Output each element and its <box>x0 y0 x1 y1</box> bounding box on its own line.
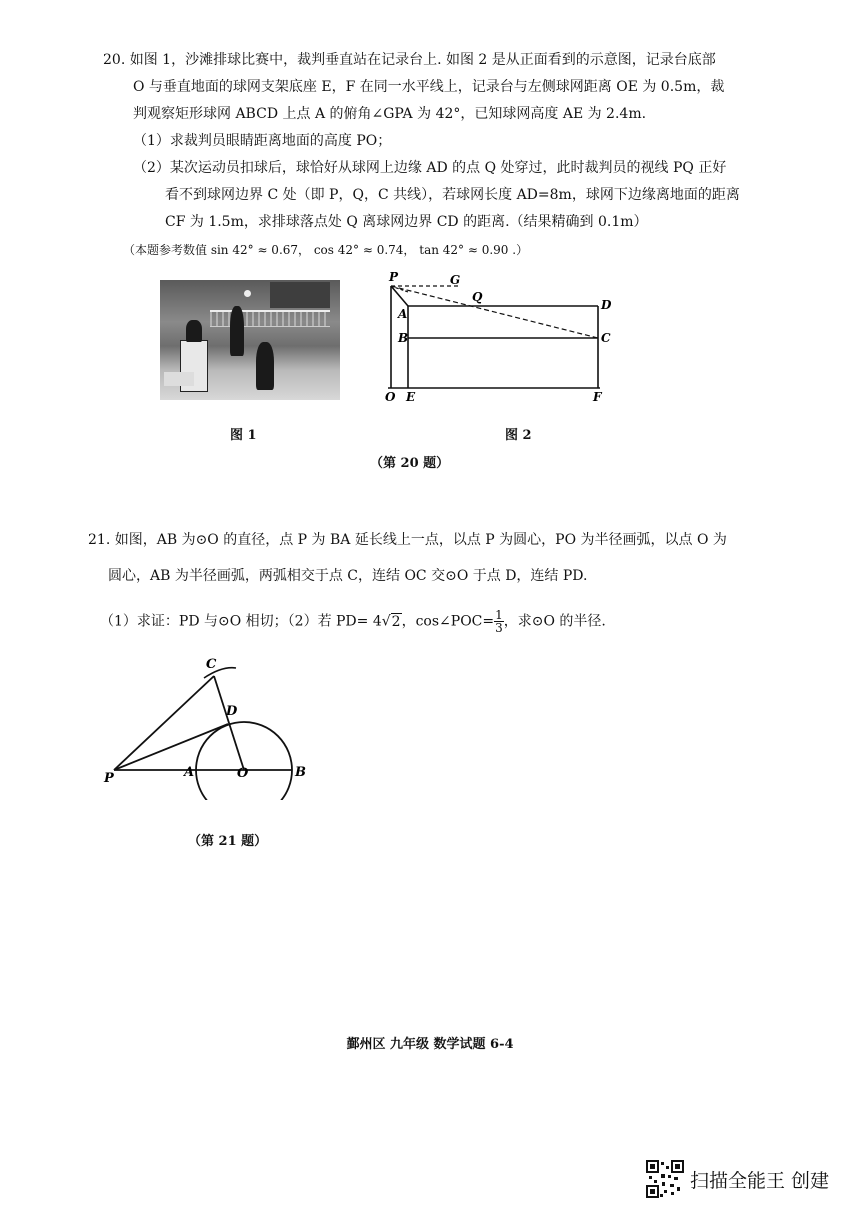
qr-code-icon <box>646 1160 684 1198</box>
ball-shape <box>244 290 251 297</box>
label-A: A <box>184 765 195 780</box>
q21-line-2: 圆心，AB 为半径画弧，两弧相交于点 C，连结 OC 交⊙O 于点 D，连结 PD. <box>108 568 588 584</box>
label-F: F <box>593 390 602 404</box>
building-shape <box>270 282 330 308</box>
fraction-numerator: 1 <box>495 608 503 622</box>
player-figure <box>230 306 244 356</box>
figure-21-diagram <box>100 650 330 800</box>
q21-line-3-part-c: ，求⊙O 的半径. <box>503 613 606 630</box>
label-Q: Q <box>472 290 483 304</box>
label-P: P <box>104 771 114 786</box>
figure-2-diagram <box>380 268 620 408</box>
label-C: C <box>601 331 611 345</box>
label-D: D <box>601 298 612 312</box>
q21-line-3-part-a: （1）求证：PD 与⊙O 相切；（2）若 PD= 4 <box>100 613 382 630</box>
player-figure <box>256 342 274 390</box>
label-B: B <box>398 331 409 345</box>
q20-line-1: 20. 如图 1，沙滩排球比赛中，裁判垂直站在记录台上. 如图 2 是从正面看到的示意图，记录台底部 <box>103 52 716 68</box>
label-A: A <box>398 307 408 321</box>
q20-line-4: （1）求裁判员眼睛距离地面的高度 PO； <box>133 133 392 149</box>
figure-2-caption: 图 2 <box>505 428 532 443</box>
page-footer: 鄞州区 九年级 数学试题 6-4 <box>346 1037 514 1052</box>
net-shape <box>210 310 330 327</box>
q20-line-6: 看不到球网边界 C 处（即 P，Q，C 共线），若球网长度 AD=8m，球网下边缘离地面的距离 <box>165 187 740 203</box>
figure-1-caption: 图 1 <box>230 428 257 443</box>
q20-reference-values: （本题参考数值 sin 42° ≈ 0.67， cos 42° ≈ 0.74， tan 42° ≈ 0.90 .） <box>123 243 529 257</box>
referee-figure <box>186 320 202 342</box>
sqrt-radicand: 2 <box>391 613 401 630</box>
sign-shape <box>164 372 194 386</box>
q20-line-5: （2）某次运动员扣球后，球恰好从球网上边缘 AD 的点 Q 处穿过，此时裁判员的视线 PQ 正好 <box>133 160 727 176</box>
q20-line-3: 判观察矩形球网 ABCD 上点 A 的俯角∠GPA 为 42°，已知球网高度 AE 为 2.4m. <box>133 106 647 122</box>
q21-line-3-part-b: ，cos∠POC= <box>401 613 495 630</box>
scanner-watermark <box>646 1160 829 1198</box>
label-B: B <box>295 765 306 780</box>
q21-line-3: （1）求证：PD 与⊙O 相切；（2）若 PD= 4√2，cos∠POC= $\frac{1}{3}$ ，求⊙O 的半径. <box>100 608 606 635</box>
q21-line-1: 21. 如图，AB 为⊙O 的直径，点 P 为 BA 延长线上一点，以点 P 为圆心，PO 为半径画弧，以点 O 为 <box>88 532 727 548</box>
label-C: C <box>206 657 217 672</box>
scanner-label: 扫描全能王 创建 <box>690 1169 830 1192</box>
label-E: E <box>406 390 416 404</box>
q20-line-2: O 与垂直地面的球网支架底座 E，F 在同一水平线上，记录台与左侧球网距离 OE 为 0.5m，裁 <box>133 79 725 95</box>
fraction <box>494 609 504 634</box>
question-21-caption: （第 21 题） <box>188 834 268 849</box>
label-P: P <box>389 270 399 284</box>
beach-volleyball-photo <box>160 280 340 400</box>
question-20-caption: （第 20 题） <box>370 456 450 471</box>
fraction-denominator: 3 <box>495 621 503 635</box>
label-O: O <box>237 766 249 781</box>
q20-line-7: CF 为 1.5m，求排球落点处 Q 离球网边界 CD 的距离.（结果精确到 0.1m） <box>165 214 648 230</box>
label-O: O <box>385 390 396 404</box>
label-D: D <box>226 704 238 719</box>
label-G: G <box>450 273 461 287</box>
